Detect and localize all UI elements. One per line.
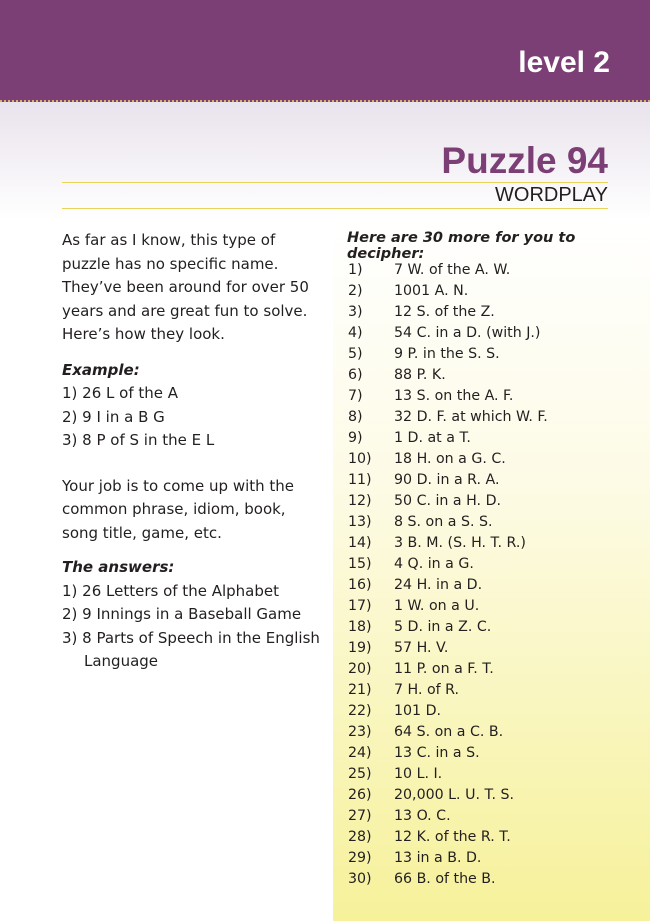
clue-item bbox=[348, 701, 638, 722]
clue-text: 20,000 L. U. T. S. bbox=[394, 787, 514, 803]
clue-number: 15) bbox=[348, 556, 372, 572]
clue-item bbox=[348, 512, 638, 533]
clue-item bbox=[348, 449, 638, 470]
clue-item bbox=[348, 260, 638, 281]
clue-number: 30) bbox=[348, 871, 372, 887]
clue-number: 8) bbox=[348, 409, 363, 425]
clue-number: 20) bbox=[348, 661, 372, 677]
clue-text: 12 K. of the R. T. bbox=[394, 829, 511, 845]
clue-item bbox=[348, 575, 638, 596]
clue-text: 8 S. on a S. S. bbox=[394, 514, 493, 530]
clue-number: 7) bbox=[348, 388, 363, 404]
clue-text: 1001 A. N. bbox=[394, 283, 469, 299]
clue-item bbox=[348, 869, 638, 890]
title-rule-top bbox=[62, 182, 608, 183]
clue-item bbox=[348, 323, 638, 344]
clue-item bbox=[348, 722, 638, 743]
answer-item: 1) 26 Letters of the Alphabet bbox=[62, 581, 279, 600]
clue-number: 23) bbox=[348, 724, 372, 740]
example-item: 1) 26 L of the A bbox=[62, 384, 179, 402]
clue-text: 54 C. in a D. (with J.) bbox=[394, 325, 541, 341]
job-text: Your job is to come up with the common phrase, idiom, book, song title, game, etc. bbox=[62, 476, 295, 542]
clue-number: 28) bbox=[348, 829, 372, 845]
clue-text: 1 D. at a T. bbox=[394, 430, 471, 446]
intro-text: As far as I know, this type of puzzle has no specific name. They’ve been around for over 50 years and are great fun to solve. Here’s how they look. bbox=[62, 231, 309, 343]
clue-number: 27) bbox=[348, 808, 372, 824]
clue-item bbox=[348, 827, 638, 848]
clue-text: 10 L. I. bbox=[394, 766, 443, 782]
answers-list bbox=[62, 580, 324, 674]
clue-number: 24) bbox=[348, 745, 372, 761]
clue-item bbox=[348, 596, 638, 617]
example-list bbox=[62, 382, 324, 453]
clue-number: 1) bbox=[348, 262, 363, 278]
clue-item bbox=[348, 470, 638, 491]
answer-item: 3) 8 Parts of Speech in the English Language bbox=[62, 628, 320, 670]
clue-item bbox=[348, 491, 638, 512]
clue-number: 17) bbox=[348, 598, 372, 614]
clue-number: 16) bbox=[348, 577, 372, 593]
clue-number: 5) bbox=[348, 346, 363, 362]
clue-text: 3 B. M. (S. H. T. R.) bbox=[394, 535, 526, 551]
clue-number: 14) bbox=[348, 535, 372, 551]
clue-item bbox=[348, 302, 638, 323]
clue-text: 101 D. bbox=[394, 703, 442, 719]
clue-text: 9 P. in the S. S. bbox=[394, 346, 500, 362]
clue-item bbox=[348, 407, 638, 428]
category-label: WORDPLAY bbox=[495, 184, 608, 206]
answers-heading: The answers: bbox=[62, 558, 175, 576]
clue-text: 7 H. of R. bbox=[394, 682, 460, 698]
clue-number: 22) bbox=[348, 703, 372, 719]
clue-item bbox=[348, 638, 638, 659]
clue-item bbox=[348, 617, 638, 638]
level-label: level 2 bbox=[518, 46, 610, 79]
clue-text: 18 H. on a G. C. bbox=[394, 451, 506, 467]
clue-item bbox=[348, 785, 638, 806]
clue-item bbox=[348, 281, 638, 302]
title-rule-bottom bbox=[62, 208, 608, 209]
clue-item bbox=[348, 659, 638, 680]
clue-item bbox=[348, 554, 638, 575]
clue-number: 26) bbox=[348, 787, 372, 803]
clue-number: 11) bbox=[348, 472, 372, 488]
clue-item bbox=[348, 764, 638, 785]
clue-number: 19) bbox=[348, 640, 372, 656]
clue-number: 4) bbox=[348, 325, 363, 341]
clue-item bbox=[348, 848, 638, 869]
answer-item: 2) 9 Innings in a Baseball Game bbox=[62, 605, 302, 623]
clue-text: 32 D. F. at which W. F. bbox=[394, 409, 548, 425]
clue-number: 9) bbox=[348, 430, 363, 446]
example-item: 2) 9 I in a B G bbox=[62, 407, 165, 426]
clue-list bbox=[348, 260, 638, 890]
example-item: 3) 8 P of S in the E L bbox=[62, 431, 215, 449]
clue-text: 4 Q. in a G. bbox=[394, 556, 474, 572]
clue-text: 5 D. in a Z. C. bbox=[394, 619, 492, 635]
left-column bbox=[62, 229, 324, 674]
clue-item bbox=[348, 428, 638, 449]
clue-item bbox=[348, 806, 638, 827]
clue-item bbox=[348, 386, 638, 407]
spacer bbox=[62, 453, 324, 475]
clue-text: 88 P. K. bbox=[394, 367, 446, 383]
clue-number: 21) bbox=[348, 682, 372, 698]
clue-number: 13) bbox=[348, 514, 372, 530]
clue-item bbox=[348, 344, 638, 365]
clue-item bbox=[348, 365, 638, 386]
clue-item bbox=[348, 743, 638, 764]
clue-text: 90 D. in a R. A. bbox=[394, 472, 500, 488]
clue-text: 13 S. on the A. F. bbox=[394, 388, 514, 404]
clues-heading: Here are 30 more for you to decipher: bbox=[347, 230, 576, 262]
clue-text: 7 W. of the A. W. bbox=[394, 262, 511, 278]
clue-text: 24 H. in a D. bbox=[394, 577, 483, 593]
clue-text: 50 C. in a H. D. bbox=[394, 493, 502, 509]
clue-number: 3) bbox=[348, 304, 363, 320]
header-band bbox=[0, 0, 650, 102]
example-heading: Example: bbox=[62, 360, 140, 379]
clue-text: 1 W. on a U. bbox=[394, 598, 480, 614]
clue-item bbox=[348, 533, 638, 554]
clue-number: 29) bbox=[348, 850, 372, 866]
clue-text: 13 O. C. bbox=[394, 808, 451, 824]
puzzle-title: Puzzle 94 bbox=[441, 140, 608, 181]
clue-text: 66 B. of the B. bbox=[394, 871, 496, 887]
clue-number: 18) bbox=[348, 619, 372, 635]
clue-number: 12) bbox=[348, 493, 372, 509]
clue-text: 13 in a B. D. bbox=[394, 850, 482, 866]
clue-text: 11 P. on a F. T. bbox=[394, 661, 494, 677]
clue-text: 57 H. V. bbox=[394, 640, 449, 656]
clue-number: 25) bbox=[348, 766, 372, 782]
clue-item bbox=[348, 680, 638, 701]
clue-number: 6) bbox=[348, 367, 363, 383]
clue-text: 64 S. on a C. B. bbox=[394, 724, 504, 740]
clue-text: 12 S. of the Z. bbox=[394, 304, 495, 320]
clue-text: 13 C. in a S. bbox=[394, 745, 480, 761]
clue-number: 10) bbox=[348, 451, 372, 467]
clue-number: 2) bbox=[348, 283, 363, 299]
